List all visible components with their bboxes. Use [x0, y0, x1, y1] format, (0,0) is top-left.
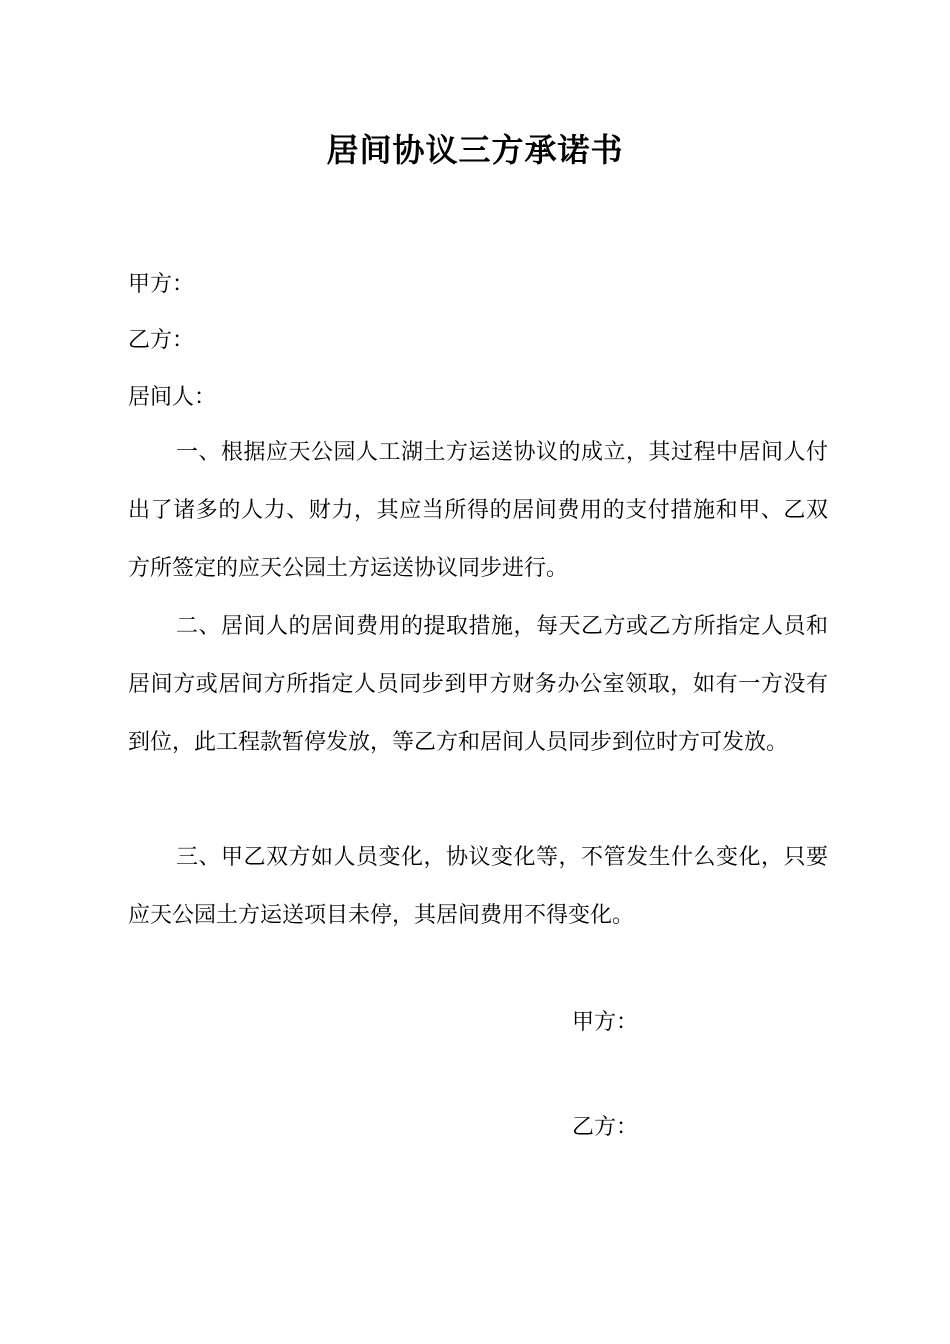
clause-1: 一、根据应天公园人工湖土方运送协议的成立，其过程中居间人付出了诸多的人力、财力，其应当所得的居间费用的支付措施和甲、乙双方所签定的应天公园土方运送协议同步进行。	[128, 440, 828, 581]
document-title: 居间协议三方承诺书	[326, 131, 624, 169]
party-a-label: 甲方：	[128, 272, 195, 297]
signature-party-a: 甲方：	[572, 1010, 639, 1035]
clause-3: 三、甲乙双方如人员变化，协议变化等，不管发生什么变化，只要应天公园土方运送项目未停，其居间费用不得变化。	[128, 845, 828, 928]
party-b-label: 乙方：	[128, 328, 195, 353]
intermediary-label: 居间人：	[128, 385, 217, 410]
clause-2: 二、居间人的居间费用的提取措施，每天乙方或乙方所指定人员和居间方或居间方所指定人员同步到甲方财务办公室领取，如有一方没有到位，此工程款暂停发放，等乙方和居间人员同步到位时方可发放。	[128, 614, 828, 755]
signature-party-b: 乙方：	[572, 1115, 639, 1140]
